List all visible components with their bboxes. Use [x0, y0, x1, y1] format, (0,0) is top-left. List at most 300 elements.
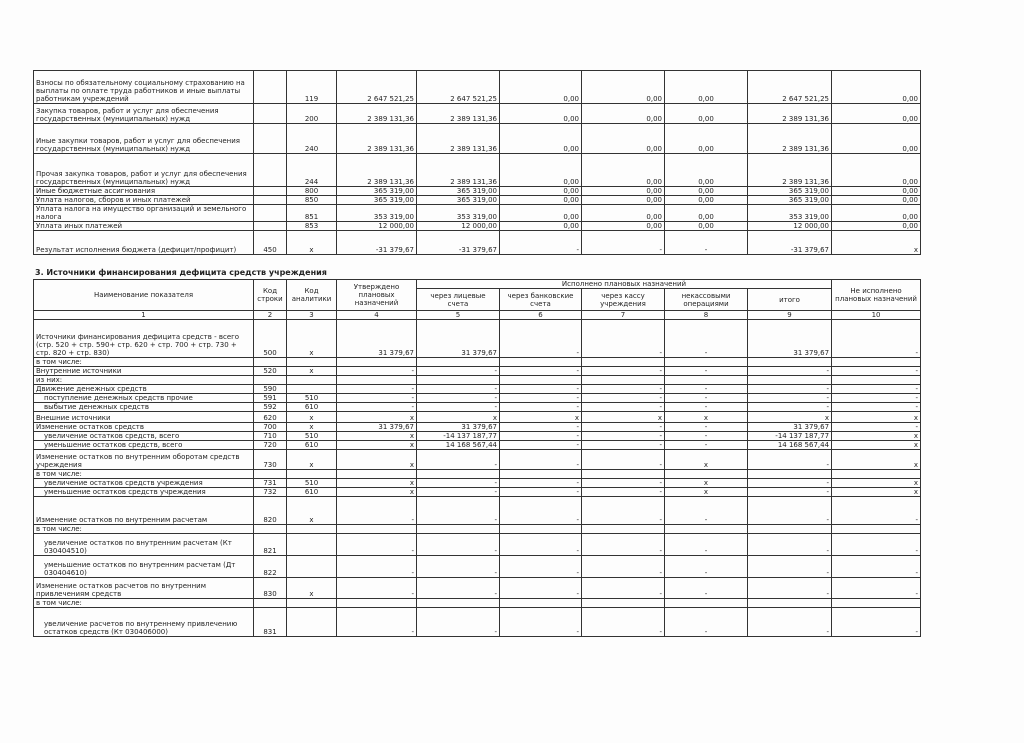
cell-unexecuted: x	[832, 479, 921, 488]
cell-approved: -	[337, 385, 417, 394]
cell-cash: 0,00	[582, 104, 665, 124]
cell-unexecuted: x	[832, 450, 921, 470]
cell-code	[254, 599, 287, 608]
expense-row	[34, 124, 921, 154]
cell-personal: -31 379,67	[417, 231, 500, 255]
cell-noncash: -	[665, 423, 748, 432]
cell-noncash: -	[665, 441, 748, 450]
cell-bank: 0,00	[500, 187, 582, 196]
cell-unexecuted: -	[832, 367, 921, 376]
cell-cash	[582, 599, 665, 608]
cell-bank: -	[500, 394, 582, 403]
cell-approved: -	[337, 394, 417, 403]
cell-name: Закупка товаров, работ и услуг для обеспечения государственных (муниципальных) нужд	[34, 104, 254, 124]
cell-unexecuted: -	[832, 394, 921, 403]
cell-total: 365 319,00	[748, 196, 832, 205]
cell-personal: x	[417, 412, 500, 423]
header-num: 8	[665, 311, 748, 320]
cell-bank: -	[500, 479, 582, 488]
cell-code: 720	[254, 441, 287, 450]
cell-personal	[417, 376, 500, 385]
cell-cash	[582, 376, 665, 385]
cell-approved	[337, 599, 417, 608]
cell-personal	[417, 599, 500, 608]
cell-bank: 0,00	[500, 154, 582, 187]
cell-personal: 2 389 131,36	[417, 104, 500, 124]
cell-name: Источники финансирования дефицита средств - всего (стр. 520 + стр. 590+ стр. 620 + стр. 700 + стр. 730 + стр. 820 + стр. 830)	[34, 320, 254, 358]
cell-approved	[337, 525, 417, 534]
header-bank: через банковские счета	[500, 289, 582, 311]
cell-name: Изменение остатков расчетов по внутренним привлечениям средств	[34, 578, 254, 599]
cell-noncash	[665, 525, 748, 534]
cell-approved: x	[337, 488, 417, 497]
cell-total: -31 379,67	[748, 231, 832, 255]
cell-noncash	[665, 358, 748, 367]
cell-name: Прочая закупка товаров, работ и услуг для обеспечения государственных (муниципальных) нужд	[34, 154, 254, 187]
cell-unexecuted: -	[832, 608, 921, 637]
cell-approved: x	[337, 450, 417, 470]
cell-analytic: 800	[287, 187, 337, 196]
cell-approved	[337, 470, 417, 479]
cell-unexecuted: -	[832, 556, 921, 578]
cell-unexecuted	[832, 470, 921, 479]
cell-cash: -	[582, 556, 665, 578]
cell-analytic	[287, 376, 337, 385]
cell-code: 710	[254, 432, 287, 441]
cell-analytic: 853	[287, 222, 337, 231]
expense-row	[34, 196, 921, 205]
cell-bank: -	[500, 432, 582, 441]
cell-total	[748, 376, 832, 385]
cell-analytic: 244	[287, 154, 337, 187]
source-row	[34, 320, 921, 358]
cell-bank: 0,00	[500, 124, 582, 154]
cell-bank: -	[500, 403, 582, 412]
cell-approved: 365 319,00	[337, 187, 417, 196]
cell-code	[254, 205, 287, 222]
cell-total	[748, 470, 832, 479]
header-num: 10	[832, 311, 921, 320]
cell-cash: -	[582, 534, 665, 556]
cell-analytic: 200	[287, 104, 337, 124]
cell-noncash: -	[665, 432, 748, 441]
cell-code: 820	[254, 497, 287, 525]
cell-code	[254, 470, 287, 479]
expense-row	[34, 187, 921, 196]
cell-approved: -	[337, 578, 417, 599]
cell-personal: -	[417, 534, 500, 556]
cell-personal: -14 137 187,77	[417, 432, 500, 441]
cell-cash: -	[582, 578, 665, 599]
cell-cash: 0,00	[582, 196, 665, 205]
cell-approved: 31 379,67	[337, 320, 417, 358]
header-analytic: Код аналитики	[287, 280, 337, 311]
header-num: 2	[254, 311, 287, 320]
section-3-title: 3. Источники финансирования дефицита средств учреждения	[35, 268, 327, 277]
cell-cash: 0,00	[582, 222, 665, 231]
cell-analytic: 850	[287, 196, 337, 205]
cell-total: 353 319,00	[748, 205, 832, 222]
cell-total: -	[748, 450, 832, 470]
cell-code: 822	[254, 556, 287, 578]
cell-name: Движение денежных средств	[34, 385, 254, 394]
cell-unexecuted: -	[832, 578, 921, 599]
cell-unexecuted	[832, 358, 921, 367]
cell-approved: 2 389 131,36	[337, 104, 417, 124]
cell-cash: -	[582, 479, 665, 488]
cell-name: в том числе:	[34, 470, 254, 479]
cell-code: 731	[254, 479, 287, 488]
cell-noncash: -	[665, 394, 748, 403]
cell-unexecuted: 0,00	[832, 154, 921, 187]
cell-total: -	[748, 497, 832, 525]
cell-unexecuted: x	[832, 488, 921, 497]
cell-unexecuted: 0,00	[832, 196, 921, 205]
cell-personal: 2 389 131,36	[417, 154, 500, 187]
cell-analytic	[287, 470, 337, 479]
cell-code: 831	[254, 608, 287, 637]
cell-analytic: x	[287, 423, 337, 432]
header-number-row	[34, 311, 921, 320]
cell-bank: -	[500, 231, 582, 255]
cell-bank: -	[500, 320, 582, 358]
cell-code: 520	[254, 367, 287, 376]
cell-personal: -	[417, 556, 500, 578]
cell-total: -	[748, 556, 832, 578]
header-num: 7	[582, 311, 665, 320]
cell-code: 591	[254, 394, 287, 403]
cell-name: увеличение остатков средств учреждения	[34, 479, 254, 488]
cell-analytic: 510	[287, 479, 337, 488]
cell-noncash: -	[665, 556, 748, 578]
cell-approved: 2 389 131,36	[337, 154, 417, 187]
cell-cash: 0,00	[582, 124, 665, 154]
cell-name: Иные бюджетные ассигнования	[34, 187, 254, 196]
cell-total: -	[748, 385, 832, 394]
cell-approved: 2 647 521,25	[337, 71, 417, 104]
cell-bank: -	[500, 423, 582, 432]
cell-name: увеличение остатков по внутренним расчетам (Кт 030404510)	[34, 534, 254, 556]
cell-approved: 365 319,00	[337, 196, 417, 205]
cell-analytic	[287, 556, 337, 578]
cell-analytic: x	[287, 320, 337, 358]
cell-cash	[582, 470, 665, 479]
cell-analytic: x	[287, 412, 337, 423]
cell-bank	[500, 358, 582, 367]
cell-noncash: x	[665, 450, 748, 470]
cell-bank: 0,00	[500, 71, 582, 104]
cell-name: поступление денежных средств прочие	[34, 394, 254, 403]
cell-noncash: 0,00	[665, 196, 748, 205]
cell-noncash: -	[665, 608, 748, 637]
cell-code: 592	[254, 403, 287, 412]
expense-row	[34, 222, 921, 231]
cell-name: Результат исполнения бюджета (дефицит/профицит)	[34, 231, 254, 255]
cell-code: 450	[254, 231, 287, 255]
source-row	[34, 534, 921, 556]
cell-name: Уплата иных платежей	[34, 222, 254, 231]
cell-personal	[417, 358, 500, 367]
cell-bank: -	[500, 367, 582, 376]
cell-cash: -	[582, 394, 665, 403]
header-total: итого	[748, 289, 832, 311]
cell-analytic	[287, 525, 337, 534]
source-row	[34, 358, 921, 367]
cell-unexecuted: 0,00	[832, 104, 921, 124]
cell-cash	[582, 525, 665, 534]
cell-total: -	[748, 367, 832, 376]
cell-analytic	[287, 385, 337, 394]
cell-bank: -	[500, 534, 582, 556]
source-row	[34, 525, 921, 534]
cell-total: 31 379,67	[748, 320, 832, 358]
cell-analytic	[287, 358, 337, 367]
cell-analytic: 119	[287, 71, 337, 104]
cell-cash: -	[582, 608, 665, 637]
cell-approved: -	[337, 534, 417, 556]
cell-cash: -	[582, 441, 665, 450]
cell-code	[254, 124, 287, 154]
source-row	[34, 376, 921, 385]
cell-analytic: 510	[287, 432, 337, 441]
cell-code	[254, 358, 287, 367]
cell-code	[254, 196, 287, 205]
cell-bank	[500, 376, 582, 385]
cell-noncash	[665, 470, 748, 479]
cell-bank	[500, 470, 582, 479]
cell-unexecuted: -	[832, 497, 921, 525]
cell-cash: -	[582, 432, 665, 441]
source-row	[34, 599, 921, 608]
cell-name: из них:	[34, 376, 254, 385]
cell-total	[748, 358, 832, 367]
cell-analytic	[287, 534, 337, 556]
cell-total: 31 379,67	[748, 423, 832, 432]
cell-noncash: x	[665, 412, 748, 423]
cell-name: выбытие денежных средств	[34, 403, 254, 412]
cell-analytic: 610	[287, 488, 337, 497]
cell-noncash: -	[665, 534, 748, 556]
cell-approved: 12 000,00	[337, 222, 417, 231]
cell-unexecuted: x	[832, 441, 921, 450]
cell-noncash: -	[665, 497, 748, 525]
cell-analytic: x	[287, 231, 337, 255]
source-row	[34, 608, 921, 637]
cell-bank: -	[500, 488, 582, 497]
cell-analytic: 240	[287, 124, 337, 154]
cell-unexecuted: x	[832, 412, 921, 423]
cell-cash: 0,00	[582, 71, 665, 104]
source-row	[34, 412, 921, 423]
cell-name: Изменение остатков по внутренним оборотам средств учреждения	[34, 450, 254, 470]
cell-name: увеличение остатков средств, всего	[34, 432, 254, 441]
source-row	[34, 367, 921, 376]
cell-noncash: 0,00	[665, 71, 748, 104]
cell-bank	[500, 525, 582, 534]
cell-unexecuted: -	[832, 534, 921, 556]
cell-noncash: -	[665, 403, 748, 412]
cell-name: уменьшение остатков средств учреждения	[34, 488, 254, 497]
expenses-table	[33, 70, 921, 255]
expense-row	[34, 104, 921, 124]
cell-total: 2 389 131,36	[748, 104, 832, 124]
cell-approved: -	[337, 403, 417, 412]
cell-unexecuted	[832, 525, 921, 534]
source-row	[34, 441, 921, 450]
cell-noncash: x	[665, 488, 748, 497]
source-row	[34, 403, 921, 412]
cell-noncash: 0,00	[665, 154, 748, 187]
cell-noncash: -	[665, 385, 748, 394]
cell-total	[748, 599, 832, 608]
cell-unexecuted: 0,00	[832, 187, 921, 196]
cell-cash: -	[582, 367, 665, 376]
cell-unexecuted: 0,00	[832, 71, 921, 104]
cell-unexecuted: -	[832, 385, 921, 394]
cell-code	[254, 376, 287, 385]
source-row	[34, 423, 921, 432]
cell-analytic: x	[287, 367, 337, 376]
cell-analytic: 610	[287, 441, 337, 450]
cell-personal: -	[417, 385, 500, 394]
cell-name: Изменение остатков по внутренним расчетам	[34, 497, 254, 525]
cell-cash: 0,00	[582, 187, 665, 196]
cell-total: -	[748, 394, 832, 403]
cell-analytic	[287, 599, 337, 608]
cell-noncash: 0,00	[665, 104, 748, 124]
header-personal: через лицевые счета	[417, 289, 500, 311]
cell-noncash: 0,00	[665, 124, 748, 154]
cell-personal: 31 379,67	[417, 320, 500, 358]
header-num: 6	[500, 311, 582, 320]
header-num: 1	[34, 311, 254, 320]
cell-code	[254, 222, 287, 231]
cell-unexecuted	[832, 599, 921, 608]
cell-approved: x	[337, 412, 417, 423]
cell-cash	[582, 358, 665, 367]
cell-approved	[337, 376, 417, 385]
cell-name: Изменение остатков средств	[34, 423, 254, 432]
source-row	[34, 432, 921, 441]
cell-code: 500	[254, 320, 287, 358]
cell-total: x	[748, 412, 832, 423]
source-row	[34, 578, 921, 599]
cell-total: 12 000,00	[748, 222, 832, 231]
header-approved: Утверждено плановых назначений	[337, 280, 417, 311]
cell-total: -	[748, 403, 832, 412]
sources-table	[33, 279, 921, 637]
cell-cash: -	[582, 423, 665, 432]
cell-cash: -	[582, 403, 665, 412]
cell-personal: 353 319,00	[417, 205, 500, 222]
cell-total: 2 647 521,25	[748, 71, 832, 104]
cell-personal: 365 319,00	[417, 187, 500, 196]
cell-noncash: -	[665, 578, 748, 599]
cell-unexecuted: 0,00	[832, 222, 921, 231]
cell-name: уменьшение остатков средств, всего	[34, 441, 254, 450]
source-row	[34, 556, 921, 578]
cell-analytic: 851	[287, 205, 337, 222]
source-row	[34, 488, 921, 497]
cell-personal: -	[417, 367, 500, 376]
cell-name: Иные закупки товаров, работ и услуг для обеспечения государственных (муниципальных) нужд	[34, 124, 254, 154]
cell-bank: -	[500, 578, 582, 599]
cell-name: Внешние источники	[34, 412, 254, 423]
cell-noncash: -	[665, 231, 748, 255]
cell-personal: 365 319,00	[417, 196, 500, 205]
cell-personal: -	[417, 403, 500, 412]
cell-unexecuted: x	[832, 432, 921, 441]
cell-code: 730	[254, 450, 287, 470]
cell-unexecuted: x	[832, 231, 921, 255]
cell-name: в том числе:	[34, 599, 254, 608]
expense-row	[34, 71, 921, 104]
cell-analytic: x	[287, 450, 337, 470]
cell-cash: x	[582, 412, 665, 423]
cell-noncash: x	[665, 479, 748, 488]
header-num: 4	[337, 311, 417, 320]
cell-personal: -	[417, 394, 500, 403]
cell-personal	[417, 525, 500, 534]
cell-code	[254, 187, 287, 196]
cell-code	[254, 154, 287, 187]
cell-approved: -	[337, 497, 417, 525]
cell-approved: x	[337, 441, 417, 450]
cell-approved	[337, 358, 417, 367]
cell-personal: 2 647 521,25	[417, 71, 500, 104]
source-row	[34, 497, 921, 525]
cell-name: в том числе:	[34, 525, 254, 534]
header-unexecuted: Не исполнено плановых назначений	[832, 280, 921, 311]
cell-code: 732	[254, 488, 287, 497]
cell-noncash: 0,00	[665, 187, 748, 196]
cell-approved: x	[337, 479, 417, 488]
cell-personal: -	[417, 488, 500, 497]
cell-bank: -	[500, 450, 582, 470]
cell-personal: 31 379,67	[417, 423, 500, 432]
cell-personal: -	[417, 497, 500, 525]
header-executed: Исполнено плановых назначений	[417, 280, 832, 289]
cell-total: -	[748, 479, 832, 488]
header-noncash: некассовыми операциями	[665, 289, 748, 311]
cell-code	[254, 71, 287, 104]
cell-total: 365 319,00	[748, 187, 832, 196]
cell-unexecuted	[832, 376, 921, 385]
cell-name: увеличение расчетов по внутреннему привлечению остатков средств (Кт 030406000)	[34, 608, 254, 637]
cell-unexecuted: 0,00	[832, 205, 921, 222]
cell-total: 2 389 131,36	[748, 124, 832, 154]
source-row	[34, 394, 921, 403]
cell-unexecuted: -	[832, 320, 921, 358]
header-code: Код строки	[254, 280, 287, 311]
cell-unexecuted: -	[832, 403, 921, 412]
cell-personal: -	[417, 578, 500, 599]
cell-total	[748, 525, 832, 534]
cell-personal: -	[417, 450, 500, 470]
cell-code: 700	[254, 423, 287, 432]
source-row	[34, 450, 921, 470]
cell-noncash: -	[665, 367, 748, 376]
cell-personal: 14 168 567,44	[417, 441, 500, 450]
cell-cash: -	[582, 488, 665, 497]
cell-noncash	[665, 376, 748, 385]
cell-unexecuted: 0,00	[832, 124, 921, 154]
expense-row	[34, 205, 921, 222]
expense-row	[34, 231, 921, 255]
cell-approved: 31 379,67	[337, 423, 417, 432]
cell-total: -	[748, 488, 832, 497]
cell-bank: -	[500, 556, 582, 578]
